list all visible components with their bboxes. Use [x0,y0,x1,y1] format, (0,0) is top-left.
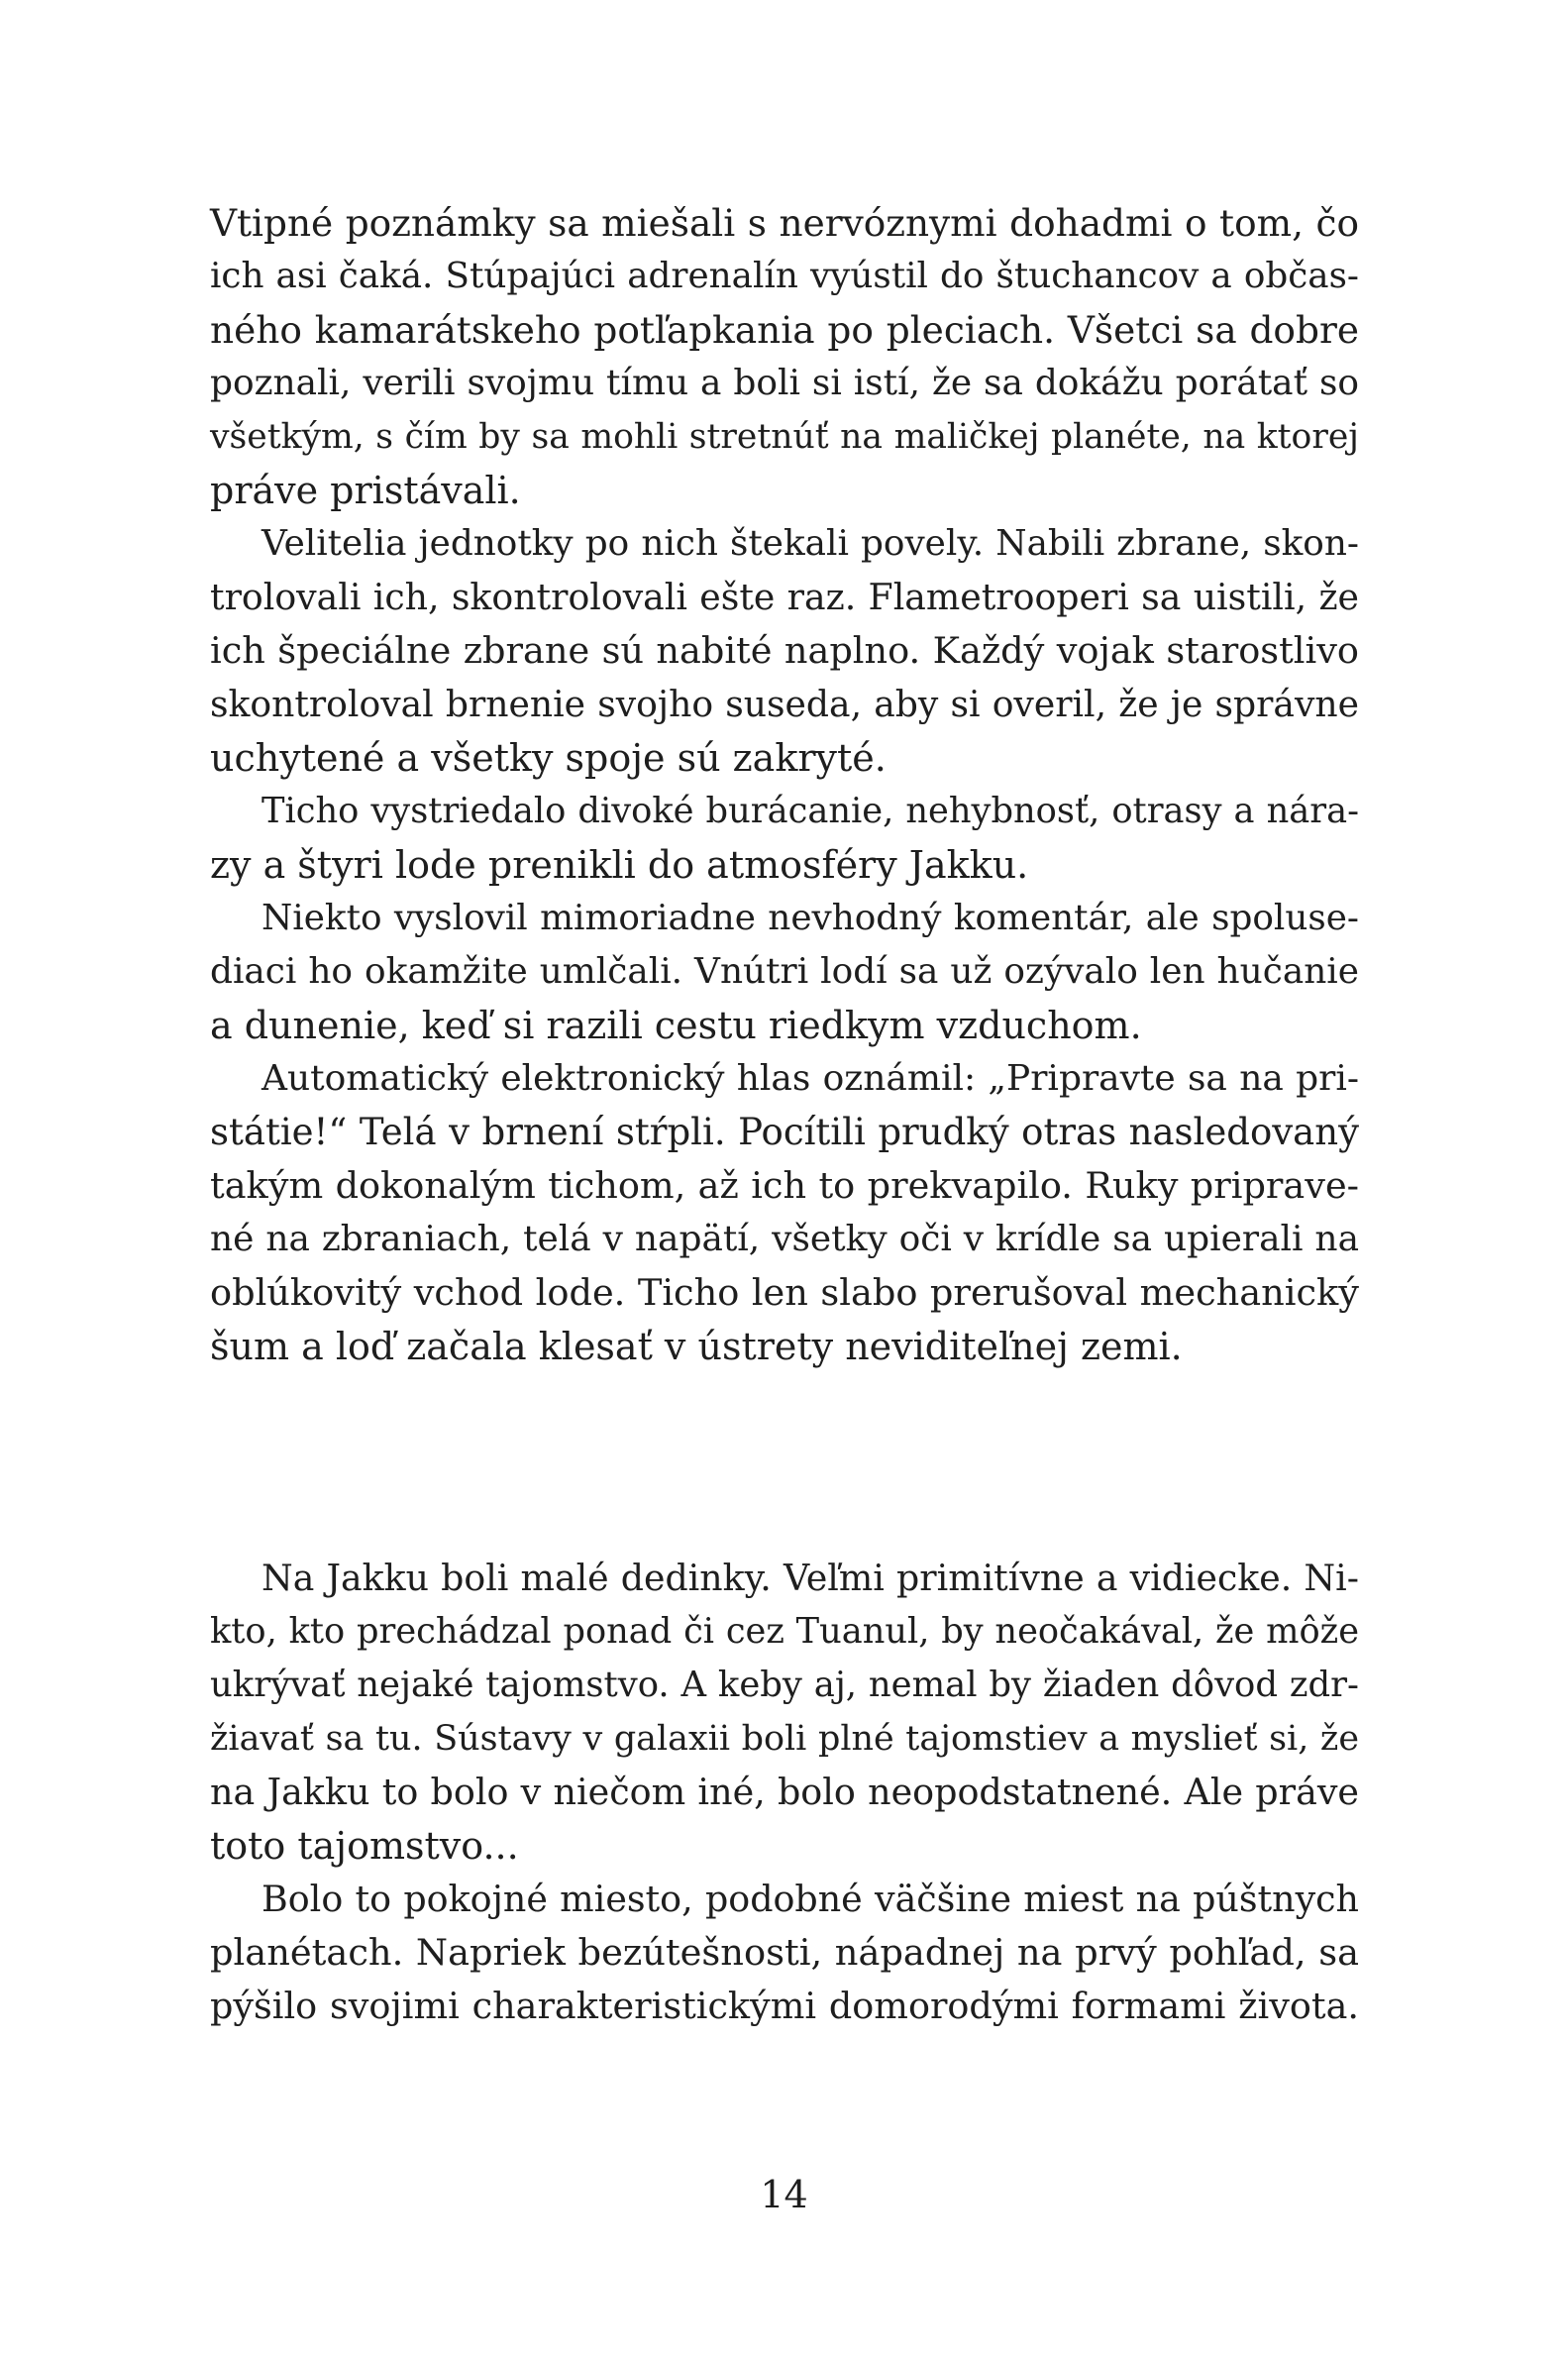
text-line: všetkým, s čím by sa mohli stretnúť na maličkej planéte, na ktorej [210,417,1359,457]
paragraph [210,517,1359,785]
text-line: Automatický elektronický hlas oznámil: „Pripravte sa na pri- [261,1058,1359,1099]
text-line: Vtipné poznámky sa miešali s nervóznymi dohadmi o tom, čo [210,201,1359,245]
text-line: oblúkovitý vchod lode. Ticho len slabo prerušoval mechanický [210,1271,1359,1314]
text-line: diaci ho okamžite umlčali. Vnútri lodí sa už ozývalo len hučanie [210,951,1359,992]
text-line: skontroloval brnenie svojho suseda, aby si overil, že je správne [210,683,1359,725]
text-section-1 [210,196,1359,1373]
paragraph [210,1052,1359,1373]
text-line: práve pristávali. [210,469,521,512]
text-line: Bolo to pokojné miesto, podobné väčšine miest na púštnych [261,1878,1359,1920]
text-line: Velitelia jednotky po nich štekali povely. Nabili zbrane, skon- [261,523,1359,564]
text-line: zy a štyri lode prenikli do atmosféry Jakku. [210,843,1029,887]
paragraph [210,785,1359,892]
text-line: toto tajomstvo... [210,1824,519,1868]
text-line: ich asi čaká. Stúpajúci adrenalín vyústil do štuchancov a občas- [210,256,1359,296]
text-line: takým dokonalým tichom, až ich to prekvapilo. Ruky priprave- [210,1164,1359,1207]
text-line: žiavať sa tu. Sústavy v galaxii boli plné tajomstiev a myslieť si, že [210,1719,1359,1759]
text-line: trolovali ich, skontrolovali ešte raz. Flametrooperi sa uistili, že [210,576,1359,618]
paragraph [210,892,1359,1052]
text-line: ného kamarátskeho potľapkania po pleciach. Všetci sa dobre [210,308,1359,352]
text-line: Ticho vystriedalo divoké burácanie, nehybnosť, otrasy a nára- [261,791,1359,831]
text-line: státie!“ Telá v brnení stŕpli. Pocítili prudký otras nasledovaný [210,1111,1359,1153]
text-line: kto, kto prechádzal ponad či cez Tuanul, by neočakával, že môže [210,1611,1359,1652]
text-line: poznali, verili svojmu tímu a boli si istí, že sa dokážu porátať so [210,363,1359,403]
text-line: Niekto vyslovil mimoriadne nevhodný komentár, ale spoluse- [261,898,1359,938]
text-line: planétach. Napriek bezútešnosti, nápadnej na prvý pohľad, sa [210,1931,1359,1974]
page-number: 14 [760,2173,808,2216]
text-line: ukrývať nejaké tajomstvo. A keby aj, nemal by žiaden dôvod zdr- [210,1665,1359,1705]
text-line: ich špeciálne zbrane sú nabité naplno. Každý vojak starostlivo [210,629,1359,672]
text-line: na Jakku to bolo v niečom iné, bolo neopodstatnené. Ale práve [210,1771,1359,1813]
text-line: šum a loď začala klesať v ústrety neviditeľnej zemi. [210,1325,1183,1368]
text-line: Na Jakku boli malé dedinky. Veľmi primitívne a vidiecke. Ni- [261,1557,1359,1599]
text-line: né na zbraniach, telá v napätí, všetky oči v krídle sa upierali na [210,1219,1359,1259]
paragraph [210,1873,1359,2033]
text-line: a dunenie, keď si razili cestu riedkym vzduchom. [210,1004,1142,1047]
text-section-2 [210,1552,1359,2033]
paragraph [210,196,1359,517]
text-line: uchytené a všetky spoje sú zakryté. [210,736,887,780]
paragraph [210,1552,1359,1873]
text-line: pýšilo svojimi charakteristickými domorodými formami života. [210,1985,1359,2027]
